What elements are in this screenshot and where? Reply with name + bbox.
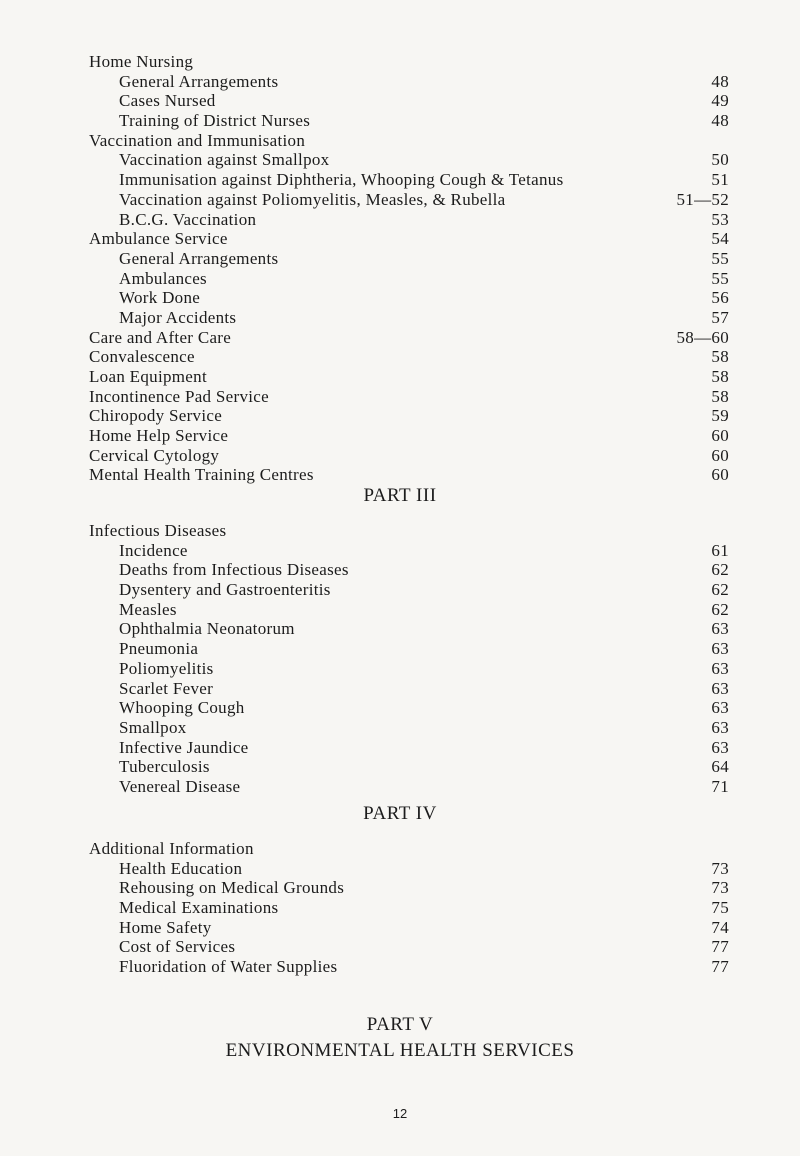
entry-page-number: 64 — [711, 757, 729, 777]
part-5-heading: PART V — [366, 1014, 434, 1035]
part-5-subheading: ENVIRONMENTAL HEALTH SERVICES — [225, 1040, 575, 1061]
part-4-heading: PART IV — [363, 803, 437, 824]
contents-entry — [89, 659, 729, 679]
entry-page-number: 60 — [711, 445, 729, 465]
entry-page-number: 58 — [711, 386, 729, 406]
contents-entry — [89, 839, 729, 859]
entry-title: Tuberculosis — [119, 757, 210, 777]
contents-entry — [89, 757, 729, 777]
entry-page-number: 74 — [711, 917, 729, 937]
contents-entry — [89, 918, 729, 938]
entry-title: Fluoridation of Water Supplies — [119, 957, 338, 977]
entry-page-number: 62 — [711, 560, 729, 580]
entry-title: Home Nursing — [89, 52, 194, 71]
contents-entry — [89, 249, 729, 269]
entry-page-number: 63 — [711, 619, 729, 639]
contents-entry — [89, 91, 729, 111]
entry-page-number: 48 — [711, 71, 729, 91]
entry-title: Scarlet Fever — [119, 678, 214, 698]
entry-title: General Arrangements — [119, 71, 279, 91]
entry-page-number: 55 — [711, 248, 729, 268]
entry-page-number: 60 — [711, 465, 729, 485]
entry-page-number: 58—60 — [676, 327, 729, 347]
entry-title: Major Accidents — [119, 307, 237, 327]
entry-title: Convalescence — [89, 347, 195, 367]
contents-entry — [89, 426, 729, 446]
entry-title: Vaccination against Smallpox — [119, 150, 330, 170]
entry-page-number: 58 — [711, 347, 729, 367]
contents-entry — [89, 859, 729, 879]
entry-page-number: 77 — [711, 957, 729, 977]
entry-title: Ambulance Service — [89, 229, 228, 249]
contents-entry — [89, 521, 729, 541]
entry-title: Immunisation against Diphtheria, Whooping Cough & Tetanus — [119, 170, 564, 190]
contents-entry — [89, 229, 729, 249]
entry-title: Mental Health Training Centres — [89, 465, 314, 485]
part-3-heading: PART III — [363, 485, 437, 506]
entry-page-number: 62 — [711, 599, 729, 619]
entry-title: Cases Nursed — [119, 91, 216, 111]
entry-page-number: 50 — [711, 150, 729, 170]
entry-page-number: 63 — [711, 737, 729, 757]
contents-entry — [89, 898, 729, 918]
contents-entry — [89, 367, 729, 387]
entry-page-number: 73 — [711, 858, 729, 878]
entry-title: Ambulances — [119, 268, 207, 288]
entry-title: Health Education — [119, 858, 243, 878]
entry-title: Chiropody Service — [89, 406, 223, 426]
contents-entry — [89, 387, 729, 407]
entry-title: Vaccination against Poliomyelitis, Measles, & Rubella — [119, 189, 506, 209]
contents-entry — [89, 111, 729, 131]
contents-entry — [89, 878, 729, 898]
contents-entry — [89, 580, 729, 600]
contents-section-part-3 — [89, 521, 729, 797]
contents-entry — [89, 131, 729, 151]
contents-entry — [89, 738, 729, 758]
entry-title: Additional Information — [89, 839, 254, 858]
entry-title: Dysentery and Gastroenteritis — [119, 580, 331, 600]
entry-title: Cervical Cytology — [89, 445, 220, 465]
contents-entry — [89, 328, 729, 348]
entry-page-number: 51 — [711, 170, 729, 190]
contents-entry — [89, 190, 729, 210]
entry-title: General Arrangements — [119, 248, 279, 268]
entry-page-number: 73 — [711, 878, 729, 898]
contents-entry — [89, 308, 729, 328]
contents-section-part-2 — [89, 52, 729, 485]
contents-entry — [89, 541, 729, 561]
entry-title: Venereal Disease — [119, 776, 241, 796]
entry-page-number: 71 — [711, 776, 729, 796]
contents-entry — [89, 170, 729, 190]
entry-title: Ophthalmia Neonatorum — [119, 619, 295, 639]
page-number: 12 — [392, 1106, 408, 1121]
entry-title: Medical Examinations — [119, 898, 279, 918]
entry-title: Infectious Diseases — [89, 521, 227, 540]
entry-title: Infective Jaundice — [119, 737, 249, 757]
entry-title: Pneumonia — [119, 639, 199, 659]
entry-title: Deaths from Infectious Diseases — [119, 560, 349, 580]
contents-entry — [89, 465, 729, 485]
entry-title: Incidence — [119, 540, 188, 560]
entry-title: Incontinence Pad Service — [89, 386, 269, 406]
contents-entry — [89, 347, 729, 367]
entry-page-number: 63 — [711, 717, 729, 737]
entry-page-number: 60 — [711, 426, 729, 446]
contents-entry — [89, 937, 729, 957]
entry-title: Rehousing on Medical Grounds — [119, 878, 345, 898]
contents-entry — [89, 600, 729, 620]
entry-page-number: 54 — [711, 229, 729, 249]
entry-page-number: 55 — [711, 268, 729, 288]
entry-page-number: 62 — [711, 580, 729, 600]
entry-page-number: 63 — [711, 658, 729, 678]
contents-section-part-4 — [89, 839, 729, 977]
entry-page-number: 49 — [711, 91, 729, 111]
entry-page-number: 61 — [711, 540, 729, 560]
entry-title: Poliomyelitis — [119, 658, 214, 678]
contents-entry — [89, 957, 729, 977]
contents-entry — [89, 269, 729, 289]
entry-title: Work Done — [119, 288, 201, 308]
entry-title: Vaccination and Immunisation — [89, 130, 306, 150]
contents-entry — [89, 288, 729, 308]
contents-entry — [89, 679, 729, 699]
contents-entry — [89, 72, 729, 92]
entry-title: Measles — [119, 599, 177, 619]
entry-title: Home Safety — [119, 917, 212, 937]
contents-entry — [89, 718, 729, 738]
contents-entry — [89, 777, 729, 797]
entry-page-number: 77 — [711, 937, 729, 957]
entry-page-number: 53 — [711, 209, 729, 229]
entry-page-number: 51—52 — [676, 189, 729, 209]
entry-page-number: 56 — [711, 288, 729, 308]
contents-entry — [89, 210, 729, 230]
entry-page-number: 63 — [711, 639, 729, 659]
contents-entry — [89, 639, 729, 659]
entry-page-number: 48 — [711, 111, 729, 131]
contents-entry — [89, 698, 729, 718]
entry-page-number: 59 — [711, 406, 729, 426]
entry-title: B.C.G. Vaccination — [119, 209, 257, 229]
contents-entry — [89, 150, 729, 170]
entry-page-number: 75 — [711, 898, 729, 918]
entry-title: Whooping Cough — [119, 698, 245, 718]
entry-page-number: 58 — [711, 367, 729, 386]
entry-title: Home Help Service — [89, 426, 229, 446]
entry-page-number: 63 — [711, 698, 729, 718]
entry-title: Smallpox — [119, 717, 187, 737]
entry-page-number: 63 — [711, 678, 729, 698]
entry-title: Care and After Care — [89, 327, 232, 347]
contents-entry — [89, 560, 729, 580]
contents-entry — [89, 52, 729, 72]
contents-entry — [89, 619, 729, 639]
entry-title: Training of District Nurses — [119, 111, 311, 131]
contents-entry — [89, 406, 729, 426]
entry-page-number: 57 — [711, 307, 729, 327]
entry-title: Loan Equipment — [89, 367, 207, 386]
entry-title: Cost of Services — [119, 937, 236, 957]
contents-entry — [89, 446, 729, 466]
